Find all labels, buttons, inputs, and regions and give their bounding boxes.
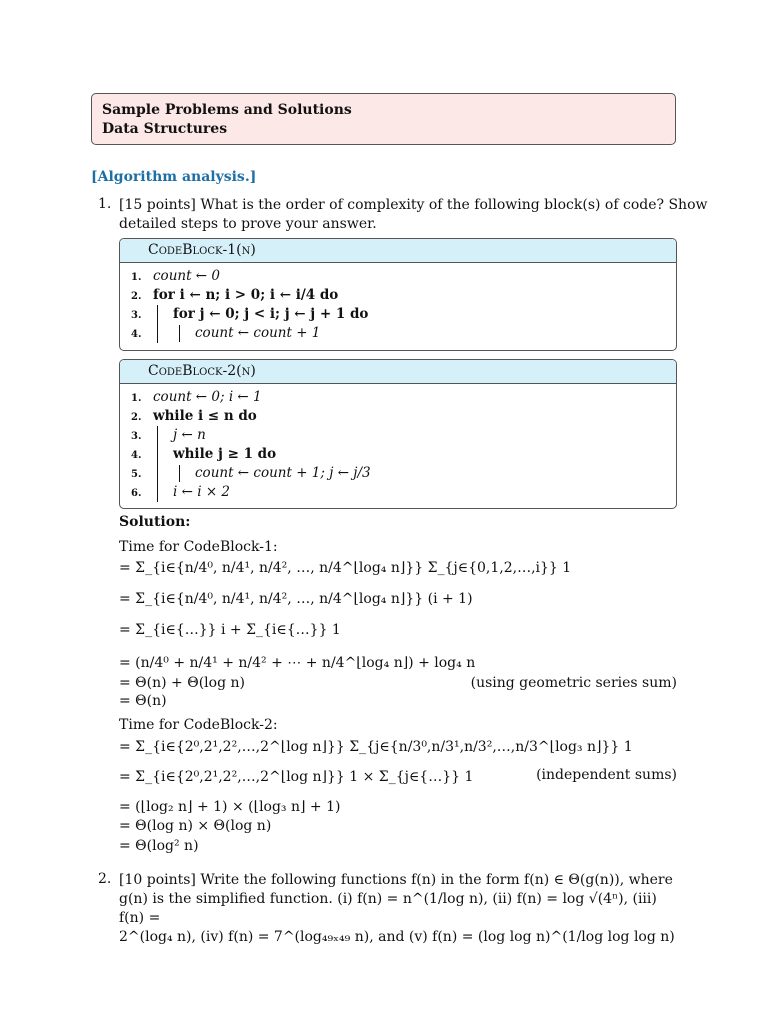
codeblock-1 bbox=[119, 238, 677, 351]
question-1-text bbox=[119, 196, 707, 234]
question-1-line-1: [15 points] What is the order of complexity of the following block(s) of code? Show bbox=[119, 197, 708, 213]
title-line-1: Sample Problems and Solutions bbox=[102, 102, 352, 118]
time2-step-3: = (⌊log₂ n⌋ + 1) × (⌊log₃ n⌋ + 1) bbox=[119, 799, 341, 815]
time2-note: (independent sums) bbox=[536, 767, 677, 783]
solution-heading: Solution: bbox=[119, 514, 191, 530]
time1-note: (using geometric series sum) bbox=[470, 675, 677, 691]
cb2-line-3: 3. j ← n bbox=[131, 427, 206, 443]
indent-bar bbox=[179, 325, 180, 342]
question-2-line-3: 2^(log₄ n), (iv) f(n) = 7^(log₄₉ₓ₄₉ n), and (v) f(n) = (log log n)^(1/log log log n) bbox=[119, 929, 675, 945]
time1-step-3: = Σ_{i∈{…}} i + Σ_{i∈{…}} 1 bbox=[119, 622, 341, 638]
time1-step-2: = Σ_{i∈{n/4⁰, n/4¹, n/4², …, n/4^⌊log₄ n⌋}} (i + 1) bbox=[119, 591, 473, 607]
time2-step-5: = Θ(log² n) bbox=[119, 838, 199, 854]
time2-step-4: = Θ(log n) × Θ(log n) bbox=[119, 818, 272, 834]
time1-step-6: = Θ(n) bbox=[119, 693, 167, 709]
question-2-number: 2. bbox=[98, 871, 112, 887]
indent-bar bbox=[157, 305, 158, 343]
cb2-line-6: 6. i ← i × 2 bbox=[131, 484, 231, 500]
cb1-line-2: 2. for i ← n; i > 0; i ← i/4 do bbox=[131, 287, 339, 303]
section-title: [Algorithm analysis.] bbox=[91, 169, 257, 185]
time2-step-2: = Σ_{i∈{2⁰,2¹,2²,…,2^⌊log n⌋}} 1 × Σ_{j∈{…}} 1 bbox=[119, 769, 474, 785]
question-2-line-2: g(n) is the simplified function. (i) f(n) = n^(1/log n), (ii) f(n) = log √(4ⁿ), (iii) f(n) = bbox=[119, 891, 657, 926]
time1-step-4: = (n/4⁰ + n/4¹ + n/4² + ⋯ + n/4^⌊log₄ n⌋) + log₄ n bbox=[119, 655, 476, 671]
time1-step-1: = Σ_{i∈{n/4⁰, n/4¹, n/4², …, n/4^⌊log₄ n⌋}} Σ_{j∈{0,1,2,…,i}} 1 bbox=[119, 560, 572, 576]
codeblock-2-title: CodeBlock-2(n) bbox=[120, 360, 676, 384]
indent-bar bbox=[179, 465, 180, 482]
title-line-2: Data Structures bbox=[102, 121, 228, 137]
cb2-line-1: 1. count ← 0; i ← 1 bbox=[131, 389, 262, 405]
question-1-line-2: detailed steps to prove your answer. bbox=[119, 216, 377, 232]
question-1-number: 1. bbox=[98, 196, 112, 212]
title-box bbox=[91, 93, 676, 145]
question-2-line-1: [10 points] Write the following functions f(n) in the form f(n) ∈ Θ(g(n)), where bbox=[119, 872, 673, 888]
cb1-line-1: 1. count ← 0 bbox=[131, 268, 220, 284]
time1-heading: Time for CodeBlock-1: bbox=[119, 539, 278, 555]
question-2-text bbox=[119, 871, 679, 947]
codeblock-1-title: CodeBlock-1(n) bbox=[120, 239, 676, 263]
cb1-line-4: 4. count ← count + 1 bbox=[131, 325, 321, 341]
codeblock-2 bbox=[119, 359, 677, 509]
cb2-line-2: 2. while i ≤ n do bbox=[131, 408, 257, 424]
time2-step-1: = Σ_{i∈{2⁰,2¹,2²,…,2^⌊log n⌋}} Σ_{j∈{n/3⁰,n/3¹,n/3²,…,n/3^⌊log₃ n⌋}} 1 bbox=[119, 739, 633, 755]
time2-heading: Time for CodeBlock-2: bbox=[119, 717, 278, 733]
cb2-line-4: 4. while j ≥ 1 do bbox=[131, 446, 277, 462]
cb1-line-3: 3. for j ← 0; j < i; j ← j + 1 do bbox=[131, 306, 369, 322]
cb2-line-5: 5. count ← count + 1; j ← j/3 bbox=[131, 465, 371, 481]
indent-bar bbox=[157, 426, 158, 502]
time1-step-5: = Θ(n) + Θ(log n) bbox=[119, 675, 245, 691]
